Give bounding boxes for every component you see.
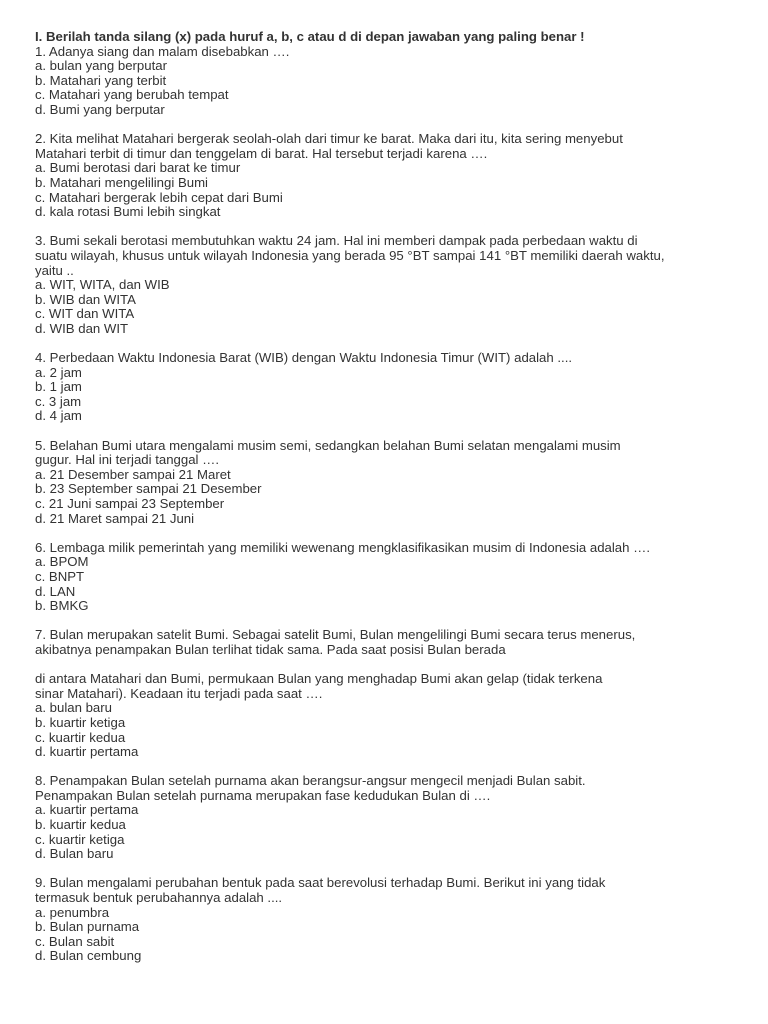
answer-option: a. Bumi berotasi dari barat ke timur	[35, 160, 241, 176]
question-item	[35, 132, 745, 220]
instruction-heading: I. Berilah tanda silang (x) pada huruf a, b, c atau d di depan jawaban yang paling benar !	[35, 29, 585, 44]
answer-option: d. kuartir pertama	[35, 744, 139, 760]
question-list	[35, 45, 745, 964]
answer-option: a. 2 jam	[35, 364, 82, 380]
question-text-line: suatu wilayah, khusus untuk wilayah Indonesia yang berada 95 °BT sampai 141 °BT memiliki daerah waktu,	[35, 247, 665, 263]
question-text-line: 9. Bulan mengalami perubahan bentuk pada saat berevolusi terhadap Bumi. Berikut ini yang tidak	[35, 875, 606, 891]
question-text-line: 5. Belahan Bumi utara mengalami musim semi, sedangkan belahan Bumi selatan mengalami musim	[35, 437, 621, 453]
answer-option: c. kuartir kedua	[35, 729, 126, 745]
answer-option: d. 21 Maret sampai 21 Juni	[35, 510, 195, 526]
answer-option: c. BNPT	[35, 568, 85, 584]
answer-option: d. 4 jam	[35, 408, 82, 424]
answer-option: c. Bulan sabit	[35, 933, 115, 949]
answer-option: d. LAN	[35, 583, 76, 599]
question-text-line: 4. Perbedaan Waktu Indonesia Barat (WIB) dengan Waktu Indonesia Timur (WIT) adalah ....	[35, 350, 573, 366]
answer-option: a. penumbra	[35, 904, 110, 920]
question-text-line: Matahari terbit di timur dan tenggelam di barat. Hal tersebut terjadi karena ….	[35, 145, 488, 161]
answer-option: c. Matahari bergerak lebih cepat dari Bumi	[35, 189, 283, 205]
answer-option: a. BPOM	[35, 554, 89, 570]
question-text-line: 8. Penampakan Bulan setelah purnama akan berangsur-angsur mengecil menjadi Bulan sabit.	[35, 773, 586, 789]
question-text-line: di antara Matahari dan Bumi, permukaan Bulan yang menghadap Bumi akan gelap (tidak terkena	[35, 671, 603, 687]
question-text-line: termasuk bentuk perubahannya adalah ....	[35, 890, 283, 906]
answer-option: b. kuartir kedua	[35, 817, 126, 833]
question-text-line: yaitu ..	[35, 262, 74, 278]
answer-option: a. bulan baru	[35, 700, 112, 716]
question-text-line: 1. Adanya siang dan malam disebabkan ….	[35, 43, 290, 59]
answer-option: d. Bumi yang berputar	[35, 101, 165, 117]
answer-option: b. 23 September sampai 21 Desember	[35, 481, 262, 497]
question-item	[35, 628, 745, 759]
answer-option: c. 21 Juni sampai 23 September	[35, 496, 225, 511]
answer-option: c. kuartir ketiga	[35, 831, 125, 847]
question-item	[35, 774, 745, 862]
answer-option: d. kala rotasi Bumi lebih singkat	[35, 204, 221, 220]
question-text-line: 3. Bumi sekali berotasi membutuhkan waktu 24 jam. Hal ini memberi dampak pada perbedaan waktu di	[35, 233, 638, 249]
answer-option: b. BMKG	[35, 598, 89, 614]
answer-option: c. 3 jam	[35, 393, 82, 409]
question-item	[35, 541, 745, 614]
answer-option: a. WIT, WITA, dan WIB	[35, 277, 170, 293]
answer-option: c. Matahari yang berubah tempat	[35, 87, 229, 103]
question-text-line: Penampakan Bulan setelah purnama merupakan fase kedudukan Bulan di ….	[35, 787, 491, 803]
question-text-line: 6. Lembaga milik pemerintah yang memiliki wewenang mengklasifikasikan musim di Indonesia adalah ….	[35, 539, 650, 555]
answer-option: d. Bulan baru	[35, 846, 114, 862]
question-item	[35, 439, 745, 527]
question-item	[35, 876, 745, 964]
answer-option: b. kuartir ketiga	[35, 714, 126, 730]
answer-option: a. kuartir pertama	[35, 802, 139, 818]
answer-option: b. WIB dan WITA	[35, 291, 136, 307]
answer-option: a. 21 Desember sampai 21 Maret	[35, 466, 231, 482]
worksheet-page	[35, 30, 745, 979]
question-text-line: gugur. Hal ini terjadi tanggal ….	[35, 452, 219, 468]
question-text-line: akibatnya penampakan Bulan terlihat tidak sama. Pada saat posisi Bulan berada	[35, 641, 506, 657]
answer-option: b. Matahari yang terbit	[35, 72, 167, 88]
question-item	[35, 351, 745, 424]
question-text-line: sinar Matahari). Keadaan itu terjadi pada saat ….	[35, 685, 323, 701]
answer-option: a. bulan yang berputar	[35, 58, 167, 74]
answer-option: b. Bulan purnama	[35, 919, 140, 935]
answer-option: b. Matahari mengelilingi Bumi	[35, 174, 208, 190]
question-text-line: 2. Kita melihat Matahari bergerak seolah-olah dari timur ke barat. Maka dari itu, kita sering menyebut	[35, 131, 623, 147]
question-text-line: 7. Bulan merupakan satelit Bumi. Sebagai satelit Bumi, Bulan mengelilingi Bumi secara terus menerus,	[35, 627, 636, 643]
question-item	[35, 234, 745, 336]
question-item	[35, 45, 745, 118]
answer-option: c. WIT dan WITA	[35, 306, 135, 322]
answer-option: b. 1 jam	[35, 379, 82, 395]
answer-option: d. Bulan cembung	[35, 948, 142, 964]
paragraph-gap	[35, 658, 745, 673]
answer-option: d. WIB dan WIT	[35, 320, 129, 336]
